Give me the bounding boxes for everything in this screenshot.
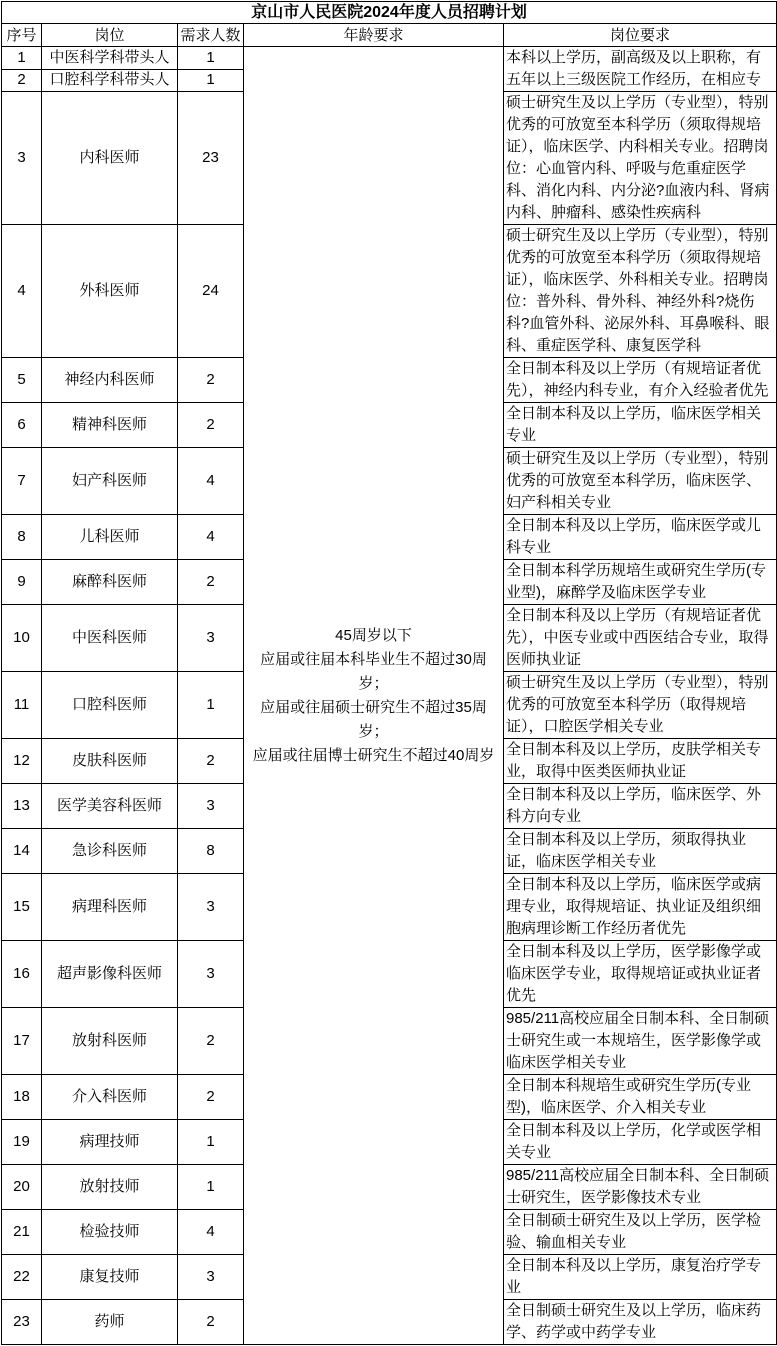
row-index-cell: 22 (2, 1255, 42, 1300)
header-age: 年龄要求 (244, 24, 504, 47)
headcount-cell: 8 (178, 829, 244, 874)
row-index-cell: 23 (2, 1300, 42, 1345)
headcount-cell: 3 (178, 941, 244, 1008)
headcount-cell: 2 (178, 739, 244, 784)
requirement-cell: 全日制本科及以上学历，临床医学或病理专业，取得规培证、执业证及组织细胞病理诊断工作经历者优先 (504, 874, 777, 941)
row-index-cell: 18 (2, 1075, 42, 1120)
headcount-cell: 1 (178, 672, 244, 739)
position-cell: 超声影像科医师 (42, 941, 178, 1008)
row-index-cell: 13 (2, 784, 42, 829)
position-cell: 病理技师 (42, 1120, 178, 1165)
table-row (2, 47, 777, 70)
row-index-cell: 9 (2, 560, 42, 605)
row-index-cell: 14 (2, 829, 42, 874)
position-cell: 口腔科学科带头人 (42, 69, 178, 92)
headcount-cell: 1 (178, 47, 244, 70)
headcount-cell: 2 (178, 358, 244, 403)
headcount-cell: 3 (178, 874, 244, 941)
requirement-cell: 硕士研究生及以上学历（专业型），特别优秀的可放宽至本科学历（须取得规培证），临床医学、内科相关专业。招聘岗位：心血管内科、呼吸与危重症医学科、消化内科、内分泌?血液内科、肾病内科、肿瘤科、感染性疾病科 (504, 92, 777, 225)
row-index-cell: 2 (2, 69, 42, 92)
requirement-cell: 全日制本科及以上学历，康复治疗学专业 (504, 1255, 777, 1300)
headcount-cell: 2 (178, 1008, 244, 1075)
requirement-cell: 全日制本科及以上学历，须取得执业证，临床医学相关专业 (504, 829, 777, 874)
position-cell: 介入科医师 (42, 1075, 178, 1120)
requirement-cell: 全日制本科及以上学历，临床医学相关专业 (504, 403, 777, 448)
position-cell: 麻醉科医师 (42, 560, 178, 605)
age-requirement-line: 应届或往届本科毕业生不超过30周岁； (260, 650, 487, 692)
requirement-cell: 全日制本科及以上学历（有规培证者优先），中医专业或中西医结合专业，取得医师执业证 (504, 605, 777, 672)
position-cell: 医学美容科医师 (42, 784, 178, 829)
row-index-cell: 16 (2, 941, 42, 1008)
requirement-cell: 全日制本科规培生或研究生学历(专业型)，临床医学、介入相关专业 (504, 1075, 777, 1120)
age-requirement-line: 45周岁以下 (335, 626, 412, 644)
requirement-cell: 全日制硕士研究生及以上学历，医学检验、输血相关专业 (504, 1210, 777, 1255)
position-cell: 急诊科医师 (42, 829, 178, 874)
headcount-cell: 4 (178, 448, 244, 515)
requirement-cell: 全日制本科及以上学历，化学或医学相关专业 (504, 1120, 777, 1165)
requirement-cell: 全日制本科及以上学历，临床医学、外科方向专业 (504, 784, 777, 829)
position-cell: 儿科医师 (42, 515, 178, 560)
row-index-cell: 4 (2, 225, 42, 358)
headcount-cell: 1 (178, 69, 244, 92)
position-cell: 精神科医师 (42, 403, 178, 448)
requirement-cell: 硕士研究生及以上学历（专业型），特别优秀的可放宽至本科学历，临床医学、妇产科相关专业 (504, 448, 777, 515)
header-position: 岗位 (42, 24, 178, 47)
position-cell: 中医科医师 (42, 605, 178, 672)
recruitment-table-body (2, 2, 777, 1345)
row-index-cell: 5 (2, 358, 42, 403)
position-cell: 药师 (42, 1300, 178, 1345)
position-cell: 口腔科医师 (42, 672, 178, 739)
row-index-cell: 19 (2, 1120, 42, 1165)
requirement-cell: 全日制本科及以上学历，皮肤学相关专业，取得中医类医师执业证 (504, 739, 777, 784)
row-index-cell: 12 (2, 739, 42, 784)
headcount-cell: 3 (178, 1255, 244, 1300)
row-index-cell: 21 (2, 1210, 42, 1255)
position-cell: 皮肤科医师 (42, 739, 178, 784)
position-cell: 神经内科医师 (42, 358, 178, 403)
header-headcount: 需求人数 (178, 24, 244, 47)
row-index-cell: 3 (2, 92, 42, 225)
position-cell: 病理科医师 (42, 874, 178, 941)
position-cell: 康复技师 (42, 1255, 178, 1300)
headcount-cell: 3 (178, 605, 244, 672)
requirement-cell: 985/211高校应届全日制本科、全日制硕士研究生或一本规培生，医学影像学或临床医学相关专业 (504, 1008, 777, 1075)
row-index-cell: 1 (2, 47, 42, 70)
row-index-cell: 11 (2, 672, 42, 739)
header-requirements: 岗位要求 (504, 24, 777, 47)
row-index-cell: 17 (2, 1008, 42, 1075)
requirement-cell: 硕士研究生及以上学历（专业型），特别优秀的可放宽至本科学历（须取得规培证），临床医学、外科相关专业。招聘岗位：普外科、骨外科、神经外科?烧伤科?血管外科、泌尿外科、耳鼻喉科、眼科、重症医学科、康复医学科 (504, 225, 777, 358)
position-cell: 中医科学科带头人 (42, 47, 178, 70)
headcount-cell: 4 (178, 1210, 244, 1255)
position-cell: 检验技师 (42, 1210, 178, 1255)
headcount-cell: 1 (178, 1165, 244, 1210)
position-cell: 内科医师 (42, 92, 178, 225)
requirement-cell: 全日制本科及以上学历（有规培证者优先），神经内科专业，有介入经验者优先 (504, 358, 777, 403)
requirement-cell: 硕士研究生及以上学历（专业型），特别优秀的可放宽至本科学历（取得规培证），口腔医学相关专业 (504, 672, 777, 739)
requirement-cell: 全日制硕士研究生及以上学历，临床药学、药学或中药学专业 (504, 1300, 777, 1345)
position-cell: 放射技师 (42, 1165, 178, 1210)
recruitment-table (1, 1, 777, 1345)
age-requirement-line: 应届或往届硕士研究生不超过35周岁； (260, 698, 487, 740)
age-requirement-line: 应届或往届博士研究生不超过40周岁 (252, 746, 495, 764)
requirement-cell: 985/211高校应届全日制本科、全日制硕士研究生，医学影像技术专业 (504, 1165, 777, 1210)
position-cell: 放射科医师 (42, 1008, 178, 1075)
headcount-cell: 2 (178, 403, 244, 448)
headcount-cell: 2 (178, 560, 244, 605)
headcount-cell: 3 (178, 784, 244, 829)
row-index-cell: 7 (2, 448, 42, 515)
headcount-cell: 2 (178, 1300, 244, 1345)
requirement-cell: 本科以上学历，副高级及以上职称，有五年以上三级医院工作经历，在相应专 (504, 47, 777, 92)
requirement-cell: 全日制本科及以上学历，临床医学或儿科专业 (504, 515, 777, 560)
row-index-cell: 15 (2, 874, 42, 941)
headcount-cell: 1 (178, 1120, 244, 1165)
table-title: 京山市人民医院2024年度人员招聘计划 (2, 2, 777, 24)
headcount-cell: 2 (178, 1075, 244, 1120)
headcount-cell: 4 (178, 515, 244, 560)
headcount-cell: 23 (178, 92, 244, 225)
position-cell: 外科医师 (42, 225, 178, 358)
requirement-cell: 全日制本科及以上学历，医学影像学或临床医学专业，取得规培证或执业证者优先 (504, 941, 777, 1008)
row-index-cell: 20 (2, 1165, 42, 1210)
row-index-cell: 6 (2, 403, 42, 448)
header-row (2, 24, 777, 47)
title-row (2, 2, 777, 24)
headcount-cell: 24 (178, 225, 244, 358)
row-index-cell: 10 (2, 605, 42, 672)
age-requirement-cell (244, 47, 504, 1345)
position-cell: 妇产科医师 (42, 448, 178, 515)
header-index: 序号 (2, 24, 42, 47)
requirement-cell: 全日制本科学历规培生或研究生学历(专业型)，麻醉学及临床医学专业 (504, 560, 777, 605)
row-index-cell: 8 (2, 515, 42, 560)
